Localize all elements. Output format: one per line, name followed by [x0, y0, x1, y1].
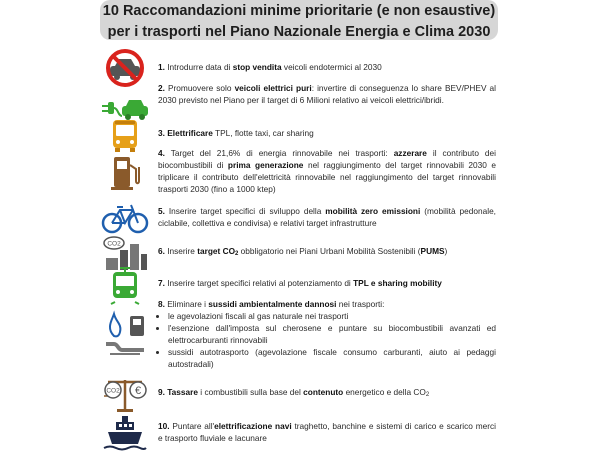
euro-label: €	[134, 385, 142, 397]
recommendation-3-text: 3. Elettrificare TPL, flotte taxi, car sharing	[158, 128, 314, 138]
tram-icon	[100, 266, 150, 306]
recommendation-1-text: 1. Introdurre data di stop vendita veicoli endotermici al 2030	[158, 62, 382, 72]
no-car-icon	[100, 48, 150, 88]
recommendation-4-text: 4. Target del 21,6% di energia rinnovabile nei trasporti: azzerare il contributo dei biocombustibili di prima generazione nel raggiungimento del target rinnovabili 2030 e triplicare il contributo dell'elettricità rinnovabile nel raggiungimento del target rinnovabili trasporti 2030 (fino a 1000 ktep)	[158, 148, 497, 194]
list-item: • le agevolazioni fiscali al gas naturale nei trasporti	[168, 310, 496, 322]
list-item: • l'esenzione dall'imposta sul cherosene e puntare su biocombustibili avanzati ed elettrocarburanti rinnovabili	[168, 322, 496, 346]
recommendation-10-text: 10. Puntare all'elettrificazione navi traghetto, banchine e sistemi di carico e scarico merci e trasporto fluviale e lacunare	[158, 421, 496, 443]
title-line-1: 10 Raccomandazioni minime prioritarie (e non esaustive)	[102, 3, 496, 19]
gas-flame-icon	[100, 308, 150, 358]
recommendation-5-text: 5. Inserire target specifici di sviluppo della mobilità zero emissioni (mobilità pedonale, ciclabile, collettiva e condivisa) e relativi target infrastrutture	[158, 206, 496, 228]
title-box	[100, 0, 498, 40]
recommendation-9-text: 9. Tassare i combustibili sulla base del contenuto energetico e della CO2	[158, 387, 430, 398]
list-item: • sussidi autotrasporto (agevolazione fiscale consumo carburanti, aiuto ai pedaggi autostradali)	[168, 346, 496, 370]
recommendation-8-text: 8. Eliminare i sussidi ambientalmente dannosi nei trasporti: • le agevolazioni fiscali al gas naturale nei trasporti • l'esenzione dall'imposta sul cherosene e puntare su biocombustibili avanzati ed elettrocarburanti rinnovabili • sussidi autotrasporto (agevolazione fiscale consumo carburanti, aiuto ai pedaggi autostradali)	[158, 298, 496, 370]
ship-icon	[100, 414, 150, 454]
co2-label: CO2	[106, 387, 120, 395]
scale-tax-icon	[100, 374, 150, 414]
recommendation-6-text: 6. Inserire target CO2 obbligatorio nei Piani Urbani Mobilità Sostenibili (PUMS)	[158, 246, 448, 257]
bicycle-icon	[100, 198, 150, 238]
fuel-pump-icon	[100, 153, 150, 193]
co2-label: CO2	[107, 240, 121, 248]
bus-icon	[100, 116, 150, 156]
subsidies-list	[158, 310, 496, 370]
recommendation-7-text: 7. Inserire target specifici relativi al potenziamento di TPL e sharing mobility	[158, 278, 442, 288]
title-line-2: per i trasporti nel Piano Nazionale Energia e Clima 2030	[107, 24, 491, 40]
recommendation-2-text: 2. Promuovere solo veicoli elettrici puri: invertire di conseguenza lo share BEV/PHEV al 2030 previsto nel Piano per il target di 6 Milioni relativo ai veicoli elettrici/ibridi.	[158, 83, 496, 105]
